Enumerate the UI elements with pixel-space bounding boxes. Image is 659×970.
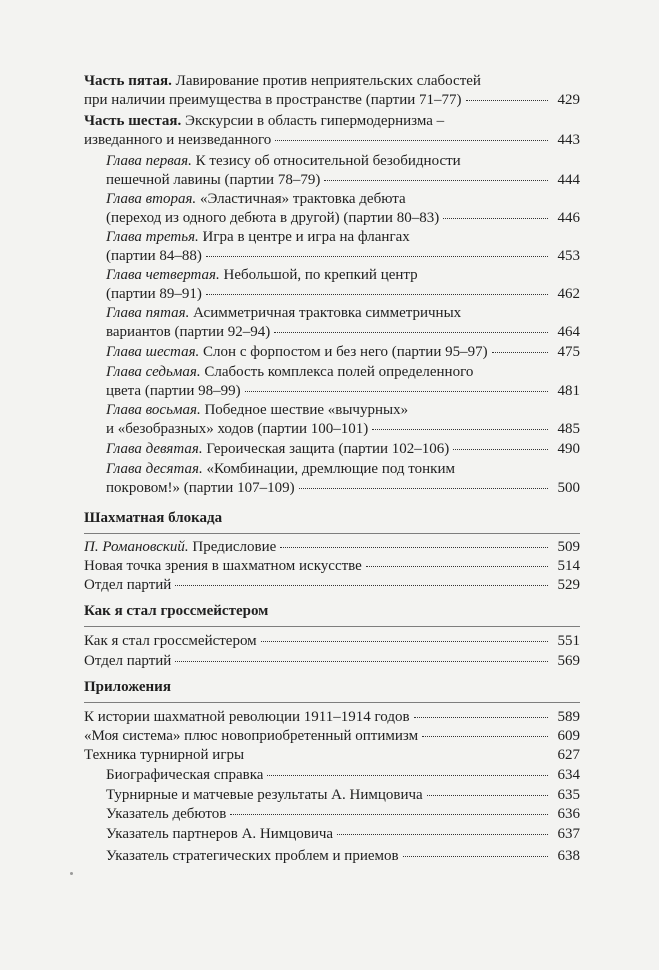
entry-title: Техника турнирной игры: [84, 747, 245, 763]
section-title-grandmaster: Как я стал гроссмейстером: [84, 603, 269, 619]
part5-title-line1: Лавирование против неприятельских слабостей: [175, 73, 481, 89]
chapter-title: Героическая защита (партии 102–106): [206, 441, 450, 457]
section-divider: [84, 626, 580, 627]
chapter-title-cont: (партии 89–91): [106, 286, 202, 302]
entry-title: Новая точка зрения в шахматном искусстве: [84, 558, 362, 574]
toc-entry-chapter-1: [106, 152, 580, 190]
page-number: 638: [557, 848, 580, 864]
leader-dots: [337, 833, 548, 835]
leader-dots: [466, 99, 548, 101]
page-number: 446: [557, 210, 580, 226]
page-number: 453: [557, 248, 580, 264]
leader-dots: [453, 448, 548, 450]
chapter-label: Глава десятая.: [106, 461, 203, 477]
leader-dots: [414, 716, 548, 718]
toc-entry-blockade-preface: [84, 538, 580, 557]
entry-title: «Моя система» плюс новоприобретенный оптимизм: [84, 728, 419, 744]
toc-entry-chapter-3: [106, 228, 580, 266]
chapter-title: Победное шествие «вычурных»: [204, 402, 409, 418]
toc-entry-appendix-my-system: [84, 727, 580, 746]
chapter-title-cont: цвета (партии 98–99): [106, 383, 241, 399]
page-number: 509: [557, 539, 580, 555]
section-divider: [84, 533, 580, 534]
chapter-title: Слабость комплекса полей определенного: [204, 364, 474, 380]
toc-entry-chapter-6: [106, 343, 580, 362]
leader-dots: [366, 565, 548, 567]
chapter-label: Глава вторая.: [106, 191, 197, 207]
toc-entry-chapter-2: [106, 190, 580, 228]
leader-dots: [230, 813, 548, 815]
page-number: 429: [557, 92, 580, 108]
chapter-label: Глава первая.: [106, 153, 192, 169]
part6-title-line1: Экскурсии в область гипермодернизма –: [185, 113, 445, 129]
chapter-label: Глава пятая.: [106, 305, 190, 321]
entry-title: Биографическая справка: [106, 767, 264, 783]
leader-dots: [275, 139, 548, 141]
chapter-title-cont: пешечной лавины (партии 78–79): [106, 172, 321, 188]
chapter-title: Асимметричная трактовка симметричных: [193, 305, 462, 321]
page-number: 551: [557, 633, 580, 649]
page-number: 500: [557, 480, 580, 496]
leader-dots: [245, 390, 548, 392]
page-number: 443: [557, 132, 580, 148]
page-number: 609: [557, 728, 580, 744]
entry-title: Указатель стратегических проблем и приемов: [106, 848, 399, 864]
section-title-blockade: Шахматная блокада: [84, 510, 223, 526]
chapter-title-cont: вариантов (партии 92–94): [106, 324, 271, 340]
toc-entry-part5: [84, 72, 580, 110]
part6-title-line2: изведанного и неизведанного: [84, 132, 272, 148]
chapter-title-cont: и «безобразных» ходов (партии 100–101): [106, 421, 369, 437]
leader-dots: [324, 179, 548, 181]
chapter-title: Слон с форпостом и без него (партии 95–97): [203, 344, 488, 360]
page-number: 485: [557, 421, 580, 437]
page-number: 464: [557, 324, 580, 340]
chapter-title: Небольшой, по крепкий центр: [223, 267, 418, 283]
toc-entry-chapter-5: [106, 304, 580, 342]
leader-dots: [372, 428, 548, 430]
leader-dots: [175, 660, 548, 662]
chapter-label: Глава четвертая.: [106, 267, 220, 283]
chapter-title-cont: (переход из одного дебюта в другой) (партии 80–83): [106, 210, 440, 226]
entry-title: Отдел партий: [84, 653, 172, 669]
leader-dots: [248, 755, 548, 756]
entry-title: Отдел партий: [84, 577, 172, 593]
toc-entry-grandmaster-games: [84, 652, 580, 671]
toc-entry-appendix-openings-index: [106, 805, 580, 824]
author-name: П. Романовский.: [84, 539, 189, 555]
paper-speck: [70, 872, 73, 875]
page-number: 475: [557, 344, 580, 360]
entry-title: К истории шахматной революции 1911–1914 годов: [84, 709, 410, 725]
chapter-title: «Эластичная» трактовка дебюта: [199, 191, 406, 207]
leader-dots: [175, 584, 548, 586]
entry-title: Как я стал гроссмейстером: [84, 633, 257, 649]
chapter-label: Глава восьмая.: [106, 402, 201, 418]
toc-entry-appendix-strategy-index: [106, 847, 580, 866]
chapter-label: Глава девятая.: [106, 441, 203, 457]
toc-entry-grandmaster-essay: [84, 632, 580, 651]
section-divider: [84, 702, 580, 703]
chapter-title: «Комбинации, дремлющие под тонким: [206, 461, 455, 477]
page-number: 634: [557, 767, 580, 783]
leader-dots: [261, 640, 548, 642]
chapter-title: Игра в центре и игра на флангах: [202, 229, 410, 245]
toc-entry-chapter-10: [106, 460, 580, 498]
page-number: 462: [557, 286, 580, 302]
leader-dots: [492, 351, 548, 353]
part5-label: Часть пятая.: [84, 73, 172, 89]
toc-entry-blockade-new-view: [84, 557, 580, 576]
page-number: 569: [557, 653, 580, 669]
entry-title: Турнирные и матчевые результаты А. Нимцовича: [106, 787, 423, 803]
chapter-label: Глава седьмая.: [106, 364, 201, 380]
toc-entry-appendix-technique: [84, 746, 580, 765]
leader-dots: [427, 794, 548, 796]
leader-dots: [274, 331, 548, 333]
page-number: 514: [557, 558, 580, 574]
page-number: 627: [557, 747, 580, 763]
page-number: 589: [557, 709, 580, 725]
chapter-title-cont: покровом!» (партии 107–109): [106, 480, 295, 496]
entry-title: Указатель дебютов: [106, 806, 227, 822]
page-number: 490: [557, 441, 580, 457]
leader-dots: [403, 855, 548, 857]
page-number: 444: [557, 172, 580, 188]
toc-entry-appendix-history: [84, 708, 580, 727]
toc-entry-chapter-4: [106, 266, 580, 304]
part6-label: Часть шестая.: [84, 113, 182, 129]
leader-dots: [299, 487, 548, 489]
leader-dots: [206, 293, 548, 295]
toc-entry-chapter-8: [106, 401, 580, 439]
toc-entry-chapter-7: [106, 363, 580, 401]
page-number: 636: [557, 806, 580, 822]
chapter-label: Глава третья.: [106, 229, 199, 245]
chapter-label: Глава шестая.: [106, 344, 200, 360]
page-number: 635: [557, 787, 580, 803]
leader-dots: [443, 217, 548, 219]
leader-dots: [206, 255, 548, 257]
toc-entry-appendix-results: [106, 786, 580, 805]
chapter-title: К тезису об относительной безобидности: [195, 153, 461, 169]
part5-title-line2: при наличии преимущества в пространстве (партии 71–77): [84, 92, 462, 108]
page-number: 637: [557, 826, 580, 842]
section-title-appendix: Приложения: [84, 679, 171, 695]
page-number: 529: [557, 577, 580, 593]
toc-entry-appendix-biography: [106, 766, 580, 785]
leader-dots: [280, 546, 548, 548]
leader-dots: [267, 774, 548, 776]
entry-title: Предисловие: [192, 539, 277, 555]
entry-title: Указатель партнеров А. Нимцовича: [106, 826, 334, 842]
leader-dots: [422, 735, 548, 737]
chapter-title-cont: (партии 84–88): [106, 248, 202, 264]
toc-entry-blockade-games: [84, 576, 580, 595]
page-number: 481: [557, 383, 580, 399]
toc-entry-appendix-partners-index: [106, 825, 580, 844]
toc-entry-part6: [84, 112, 580, 150]
toc-entry-chapter-9: [106, 440, 580, 459]
